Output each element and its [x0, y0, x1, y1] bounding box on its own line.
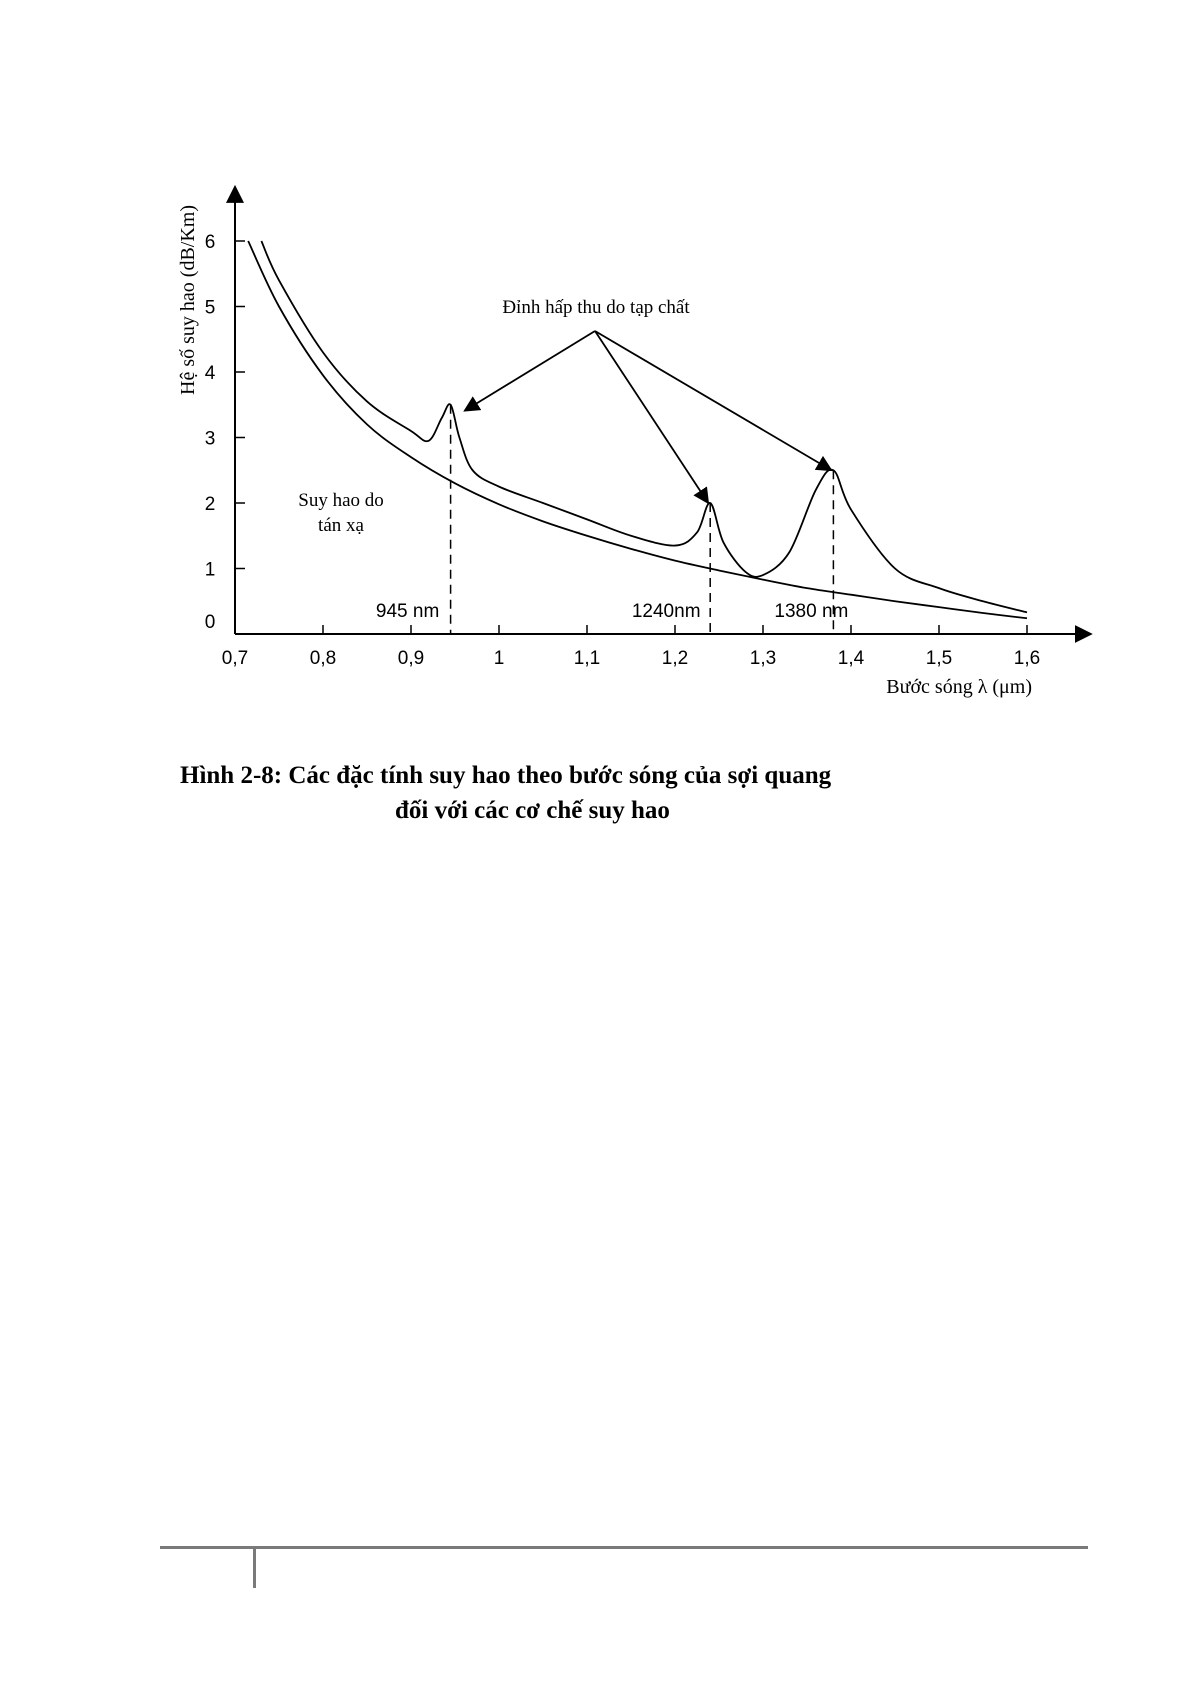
y-tick-label: 4 — [204, 363, 216, 384]
y-tick-label: 3 — [204, 428, 216, 450]
y-tick-label: 1 — [204, 559, 216, 581]
scattering-loss-label: Suy hao do — [298, 490, 384, 511]
peak-marker-label: 945 nm — [375, 601, 440, 622]
impurity-peak-arrow — [595, 331, 831, 470]
y-tick-label: 0 — [204, 612, 216, 633]
x-tick-label: 1,3 — [749, 648, 777, 669]
x-tick-label: 1,4 — [837, 648, 865, 669]
annotations — [177, 205, 1032, 698]
peak-marker-label: 1380 nm — [774, 601, 849, 622]
axes — [235, 187, 1091, 634]
x-tick-label: 1,5 — [925, 648, 953, 669]
x-tick-label: 1,1 — [573, 648, 601, 669]
y-tick-label: 5 — [204, 297, 216, 319]
x-tick-label: 1,2 — [661, 648, 689, 669]
y-axis-label: Hệ số suy hao (dB/Km) — [177, 205, 199, 395]
peak-marker-label: 1240nm — [631, 601, 701, 622]
impurity-peaks-label: Đỉnh hấp thu do tạp chất — [502, 297, 690, 318]
x-tick-label: 1,6 — [1013, 648, 1041, 669]
attenuation-chart — [0, 0, 1192, 760]
impurity-peak-arrow — [595, 331, 708, 503]
scattering-loss-label: tán xạ — [318, 515, 364, 536]
y-tick-label: 6 — [204, 232, 216, 253]
footer-divider — [160, 1546, 1088, 1549]
x-tick-label: 0,7 — [221, 648, 249, 669]
x-tick-label: 0,9 — [397, 648, 425, 669]
footer-divider-tick — [253, 1546, 256, 1588]
y-tick-label: 2 — [204, 494, 216, 515]
figure-caption-line2: đối với các cơ chế suy hao — [395, 797, 670, 824]
x-axis-label: Bước sóng λ (μm) — [886, 676, 1032, 698]
impurity-peak-arrow — [465, 331, 595, 411]
x-tick-label: 1 — [493, 648, 505, 669]
x-tick-label: 0,8 — [309, 648, 337, 669]
figure-caption-line1: Hình 2-8: Các đặc tính suy hao theo bước sóng của sợi quang — [180, 762, 832, 789]
